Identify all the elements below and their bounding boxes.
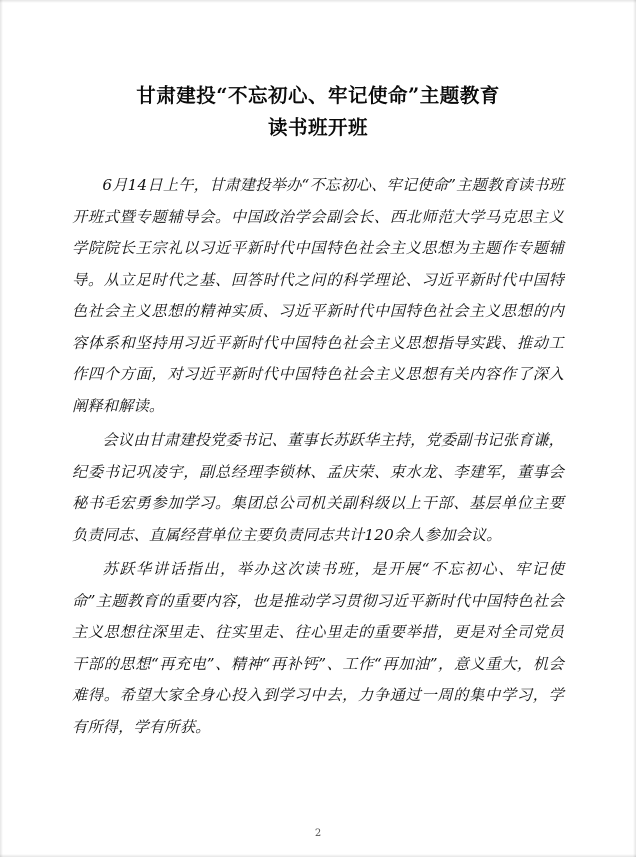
page-title xyxy=(72,80,564,144)
document-body xyxy=(72,170,564,743)
page-title-line-1: 甘肃建投“不忘初心、牢记使命”主题教育 xyxy=(136,84,500,107)
page-title-line-2: 读书班开班 xyxy=(267,116,368,139)
page-number: 2 xyxy=(314,828,322,839)
body-paragraph: 会议由甘肃建投党委书记、董事长苏跃华主持，党委副书记张育谦，纪委书记巩凌宇，副总经理李锁林、孟庆荣、束水龙、李建军，董事会秘书毛宏勇参加学习。集团总公司机关副科级以上干部、基层单位主要负责同志、直属经营单位主要负责同志共计120余人参加会议。 xyxy=(72,431,565,544)
body-paragraph: 6月14日上午，甘肃建投举办“不忘初心、牢记使命”主题教育读书班开班式暨专题辅导会。中国政治学会副会长、西北师范大学马克思主义学院院长王宗礼以习近平新时代中国特色社会主义思想为主题作专题辅导。从立足时代之基、回答时代之问的科学理论、习近平新时代中国特色社会主义思想的精神实质、习近平新时代中国特色社会主义思想的内容体系和坚持用习近平新时代中国特色社会主义思想指导实践、推动工作四个方面，对习近平新时代中国特色社会主义思想有关内容作了深入阐释和解读。 xyxy=(72,176,564,415)
body-paragraph: 苏跃华讲话指出，举办这次读书班，是开展“不忘初心、牢记使命”主题教育的重要内容，也是推动学习贯彻习近平新时代中国特色社会主义思想往深里走、往实里走、往心里走的重要举措，更是对全司党员干部的思想“再充电”、精神“再补钙”、工作“再加油”，意义重大，机会难得。希望大家全身心投入到学习中去，力争通过一周的集中学习，学有所得，学有所获。 xyxy=(72,560,564,736)
